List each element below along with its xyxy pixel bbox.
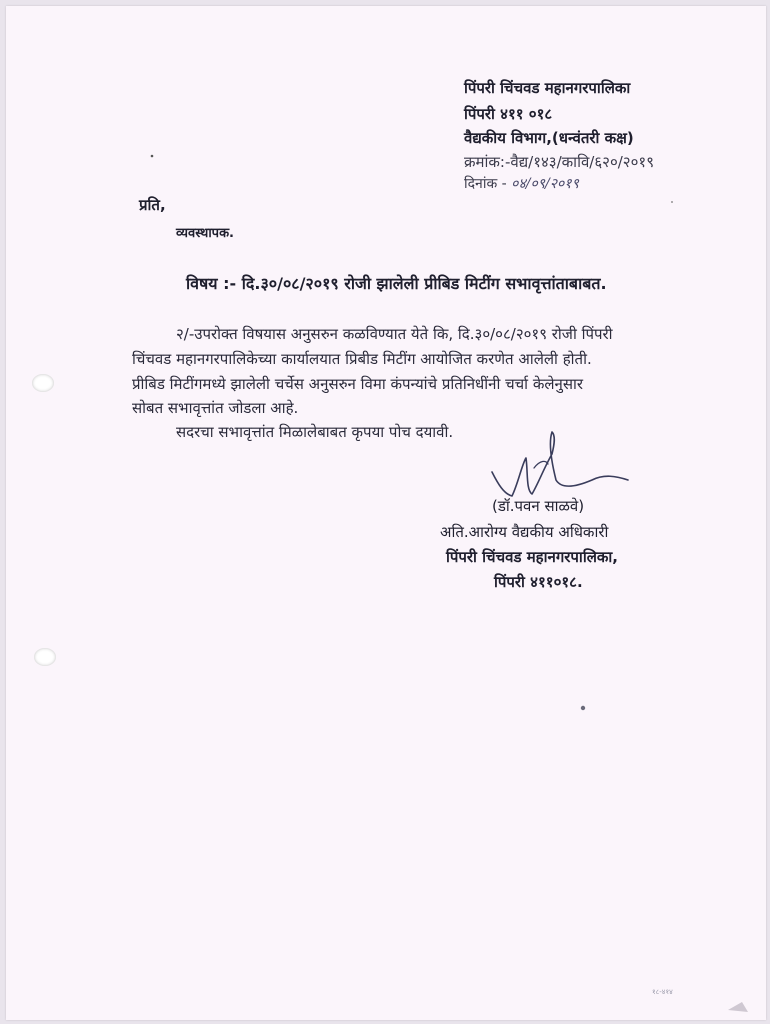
date-value: ०४/०९/२०१९ <box>511 176 579 192</box>
signatory-designation: अति.आरोग्य वैद्यकीय अधिकारी <box>440 523 609 541</box>
signatory-city: पिंपरी ४११०१८. <box>494 573 583 591</box>
date-label: दिनांक - <box>464 176 507 192</box>
scan-specks <box>6 6 766 1020</box>
recipient-prati: प्रति, <box>139 196 166 214</box>
body-line-1: २/-उपरोक्त विषयास अनुसरुन कळविण्यात येते कि, दि.३०/०८/२०१९ रोजी पिंपरी <box>176 325 613 343</box>
body-line-4: सोबत सभावृत्तांत जोडला आहे. <box>132 399 299 417</box>
header-reference-number: क्रमांक:-वैद्य/१४३/कावि/६२०/२०१९ <box>464 153 654 171</box>
body-line-5: सदरचा सभावृत्तांत मिळालेबाबत कृपया पोच दयावी. <box>176 423 454 441</box>
header-org-name: पिंपरी चिंचवड महानगरपालिका <box>464 79 631 97</box>
letter-page <box>6 6 766 1020</box>
header-city: पिंपरी ४११ ०१८ <box>464 105 553 123</box>
recipient-name: व्यवस्थापक. <box>176 226 234 241</box>
footer-stamp-mark: १८-४१४ <box>652 988 673 996</box>
header-department: वैद्यकीय विभाग,(धन्वंतरी कक्ष) <box>464 129 634 147</box>
signatory-organization: पिंपरी चिंचवड महानगरपालिका, <box>446 548 618 566</box>
subject-line: विषय :- दि.३०/०८/२०१९ रोजी झालेली प्रीबिड मिटींग सभावृत्तांताबाबत. <box>186 274 607 293</box>
body-line-3: प्रीबिड मिटींगमध्ये झालेली चर्चेस अनुसरुन विमा कंपन्यांचे प्रतिनिधींनी चर्चा केलेनुसार <box>132 375 583 393</box>
body-line-2: चिंचवड महानगरपालिकेच्या कार्यालयात प्रिबीड मिटींग आयोजित करणेत आलेली होती. <box>132 350 592 368</box>
signatory-name: (डॉ.पवन साळवे) <box>492 497 585 515</box>
